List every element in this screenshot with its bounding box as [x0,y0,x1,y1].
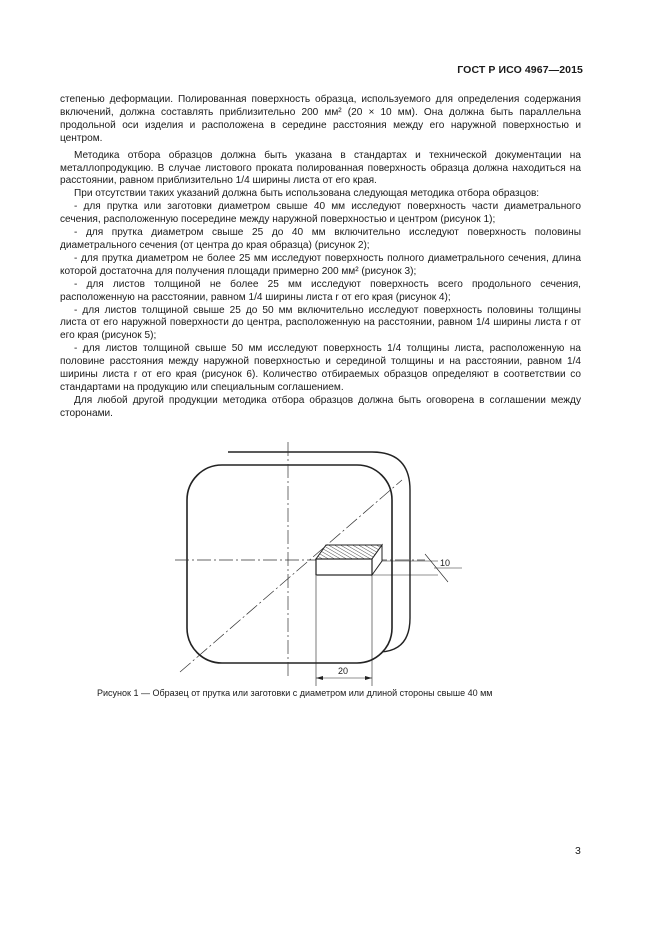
specimen-top-face [316,545,382,559]
paragraph: При отсутствии таких указаний должна быть использована следующая методика отбора образцов: [74,188,540,200]
paragraph: Методика отбора образцов должна быть указана в стандартах и технической документации на металлопродукцию. В случае листового проката полированная поверхность образца должна находиться на расстоянии, равном приблизительно 1/4 ширины листа от его края. [60,149,581,187]
list-item: - для листов толщиной не более 25 мм исследуют поверхность всего продольного сечения, расположенную на расстоянии, равном 1/4 ширины листа r от его края (рисунок 4); [60,278,581,303]
body-text [60,94,581,421]
paragraph: степенью деформации. Полированная поверхность образца, используемого для определения содержания включений, должна составлять приблизительно 200 мм² (20 × 10 мм). Она должна быть параллельна продольной оси изделия и расположена в середине расстояния между его наружной поверхностью и центром. [60,94,581,144]
list-item: - для листов толщиной свыше 25 до 50 мм включительно исследуют поверхность половины толщины листа от его наружной поверхности до центра, расположенную на расстоянии, равном 1/4 ширины листа r от его края (рисунок 5); [60,304,581,342]
list-item: - для прутка или заготовки диаметром свыше 40 мм исследуют поверхность части диаметрального сечения, расположенную посередине между наружной поверхностью и центром (рисунок 1); [60,201,581,226]
page-number: 3 [575,845,581,857]
figure-caption: Рисунок 1 — Образец от прутка или заготовки с диаметром или длиной стороны свыше 40 мм [97,688,493,698]
dimension-arrow [316,676,323,680]
list-item: - для листов толщиной свыше 50 мм исследуют поверхность 1/4 толщины листа, расположенную на половине расстояния между наружной поверхностью и серединой толщины и на расстоянии, равном 1/4 ширины листа r от его края (рисунок 6). Количество отбираемых образцов определяют в соответствии со стандартами на продукцию или специальным соглашением. [60,343,581,393]
paragraph: Для любой другой продукции методика отбора образцов должна быть оговорена в соглашении между сторонами. [60,394,581,419]
figure-1-diagram [170,440,470,700]
dimension-arrow [365,676,372,680]
list-item: - для прутка диаметром не более 25 мм исследуют поверхность полного диаметрального сечения, длина которой достаточна для получения площади примерно 200 мм² (рисунок 3); [60,252,581,277]
dimension-label-width: 20 [338,666,349,676]
specimen-front-face [316,559,372,575]
list-item: - для прутка диаметром свыше 25 до 40 мм включительно исследуют поверхность половины диаметрального сечения (от центра до края образца) (рисунок 2); [60,227,581,251]
document-header: ГОСТ Р ИСО 4967—2015 [457,64,583,76]
dimension-label-thickness: 10 [440,558,451,568]
